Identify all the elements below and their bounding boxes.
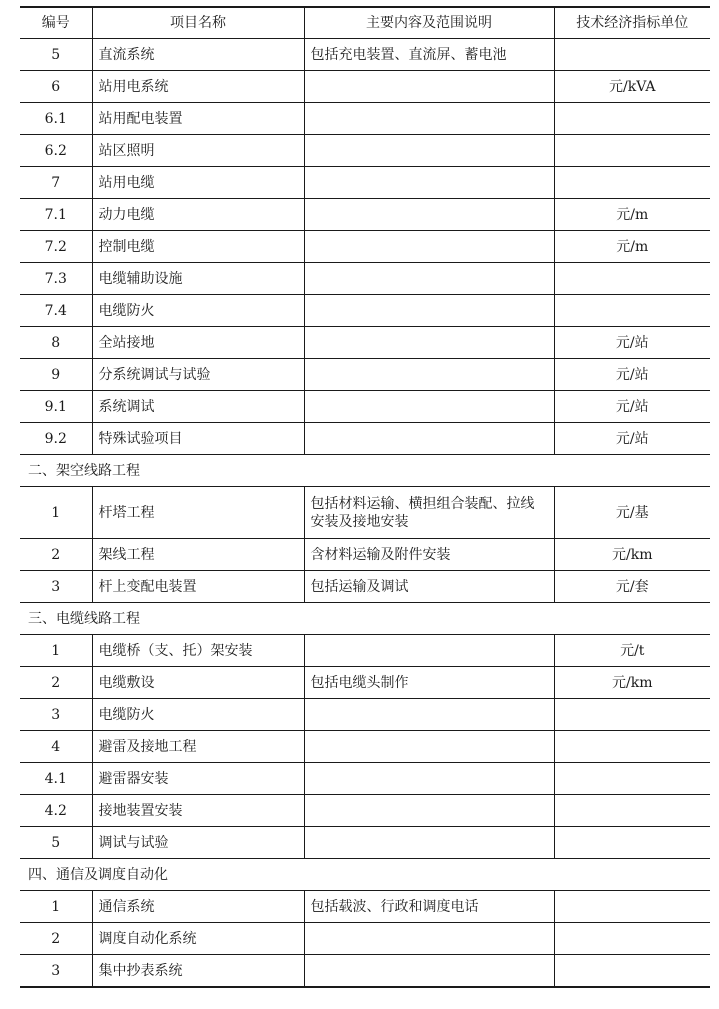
cell-number: 5 [20, 39, 92, 71]
table-row [20, 327, 710, 359]
cell-unit: 元/t [554, 635, 710, 667]
cell-number: 3 [20, 571, 92, 603]
project-items-table [20, 6, 710, 988]
cell-number: 4.1 [20, 763, 92, 795]
table-row [20, 635, 710, 667]
cell-unit: 元/km [554, 539, 710, 571]
cell-item-name: 控制电缆 [92, 231, 304, 263]
table-row [20, 71, 710, 103]
table-row [20, 731, 710, 763]
cell-number: 2 [20, 667, 92, 699]
cell-unit: 元/站 [554, 327, 710, 359]
header-description: 主要内容及范围说明 [304, 7, 554, 39]
cell-unit: 元/kVA [554, 71, 710, 103]
section-title: 四、通信及调度自动化 [20, 859, 710, 891]
cell-description [304, 231, 554, 263]
cell-description [304, 795, 554, 827]
cell-number: 6.2 [20, 135, 92, 167]
cell-unit: 元/基 [554, 487, 710, 539]
cell-unit [554, 39, 710, 71]
cell-item-name: 全站接地 [92, 327, 304, 359]
cell-description [304, 71, 554, 103]
cell-unit [554, 795, 710, 827]
cell-description: 包括载波、行政和调度电话 [304, 891, 554, 923]
cell-item-name: 接地装置安装 [92, 795, 304, 827]
cell-item-name: 电缆敷设 [92, 667, 304, 699]
table-row [20, 891, 710, 923]
table-row [20, 763, 710, 795]
project-table-container [20, 6, 710, 988]
cell-number: 2 [20, 923, 92, 955]
cell-number: 2 [20, 539, 92, 571]
cell-item-name: 架线工程 [92, 539, 304, 571]
cell-description [304, 923, 554, 955]
cell-unit [554, 103, 710, 135]
table-row [20, 571, 710, 603]
cell-item-name: 避雷器安装 [92, 763, 304, 795]
cell-description: 包括电缆头制作 [304, 667, 554, 699]
cell-description: 包括充电装置、直流屏、蓄电池 [304, 39, 554, 71]
cell-description [304, 135, 554, 167]
cell-item-name: 调试与试验 [92, 827, 304, 859]
cell-description [304, 699, 554, 731]
table-row [20, 263, 710, 295]
section-title: 三、电缆线路工程 [20, 603, 710, 635]
cell-number: 6.1 [20, 103, 92, 135]
header-item-name: 项目名称 [92, 7, 304, 39]
cell-description [304, 359, 554, 391]
cell-unit [554, 699, 710, 731]
cell-item-name: 分系统调试与试验 [92, 359, 304, 391]
cell-number: 1 [20, 891, 92, 923]
table-row [20, 539, 710, 571]
cell-description [304, 295, 554, 327]
cell-description [304, 423, 554, 455]
cell-item-name: 杆塔工程 [92, 487, 304, 539]
cell-description [304, 263, 554, 295]
cell-description [304, 103, 554, 135]
cell-number: 1 [20, 487, 92, 539]
cell-item-name: 站用电缆 [92, 167, 304, 199]
cell-item-name: 电缆辅助设施 [92, 263, 304, 295]
section-header-row [20, 859, 710, 891]
cell-item-name: 站用配电装置 [92, 103, 304, 135]
section-header-row [20, 603, 710, 635]
cell-number: 7.4 [20, 295, 92, 327]
cell-unit: 元/m [554, 231, 710, 263]
cell-unit [554, 891, 710, 923]
table-row [20, 795, 710, 827]
cell-item-name: 通信系统 [92, 891, 304, 923]
cell-unit: 元/m [554, 199, 710, 231]
cell-number: 1 [20, 635, 92, 667]
cell-number: 3 [20, 955, 92, 988]
cell-item-name: 电缆桥（支、托）架安装 [92, 635, 304, 667]
cell-number: 9.2 [20, 423, 92, 455]
cell-description: 包括材料运输、横担组合装配、拉线安装及接地安装 [304, 487, 554, 539]
cell-unit [554, 763, 710, 795]
cell-number: 3 [20, 699, 92, 731]
cell-description: 含材料运输及附件安装 [304, 539, 554, 571]
cell-item-name: 站用电系统 [92, 71, 304, 103]
cell-description [304, 635, 554, 667]
table-row [20, 295, 710, 327]
table-row [20, 39, 710, 71]
table-row [20, 423, 710, 455]
cell-number: 7.3 [20, 263, 92, 295]
table-row [20, 827, 710, 859]
cell-description [304, 827, 554, 859]
cell-unit: 元/站 [554, 359, 710, 391]
header-number: 编号 [20, 7, 92, 39]
cell-unit [554, 167, 710, 199]
cell-number: 8 [20, 327, 92, 359]
table-row [20, 667, 710, 699]
table-row [20, 487, 710, 539]
cell-unit [554, 731, 710, 763]
cell-number: 5 [20, 827, 92, 859]
cell-item-name: 避雷及接地工程 [92, 731, 304, 763]
cell-description [304, 763, 554, 795]
cell-item-name: 电缆防火 [92, 295, 304, 327]
cell-number: 7.1 [20, 199, 92, 231]
cell-description: 包括运输及调试 [304, 571, 554, 603]
cell-unit: 元/套 [554, 571, 710, 603]
cell-description [304, 955, 554, 988]
cell-item-name: 调度自动化系统 [92, 923, 304, 955]
table-row [20, 167, 710, 199]
cell-item-name: 站区照明 [92, 135, 304, 167]
header-unit: 技术经济指标单位 [554, 7, 710, 39]
table-body [20, 39, 710, 988]
cell-unit [554, 263, 710, 295]
table-row [20, 955, 710, 988]
table-row [20, 923, 710, 955]
table-row [20, 199, 710, 231]
cell-unit: 元/站 [554, 391, 710, 423]
table-row [20, 103, 710, 135]
cell-item-name: 系统调试 [92, 391, 304, 423]
cell-unit [554, 295, 710, 327]
table-row [20, 391, 710, 423]
table-header [20, 7, 710, 39]
cell-number: 7 [20, 167, 92, 199]
cell-number: 9 [20, 359, 92, 391]
cell-item-name: 杆上变配电装置 [92, 571, 304, 603]
cell-item-name: 集中抄表系统 [92, 955, 304, 988]
cell-description [304, 327, 554, 359]
cell-item-name: 直流系统 [92, 39, 304, 71]
section-header-row [20, 455, 710, 487]
table-row [20, 699, 710, 731]
cell-number: 6 [20, 71, 92, 103]
table-row [20, 359, 710, 391]
section-title: 二、架空线路工程 [20, 455, 710, 487]
cell-description [304, 167, 554, 199]
table-row [20, 135, 710, 167]
cell-unit [554, 135, 710, 167]
cell-unit: 元/km [554, 667, 710, 699]
cell-description [304, 391, 554, 423]
cell-unit [554, 827, 710, 859]
cell-number: 9.1 [20, 391, 92, 423]
cell-description [304, 199, 554, 231]
cell-number: 4.2 [20, 795, 92, 827]
cell-unit [554, 955, 710, 988]
header-row [20, 7, 710, 39]
table-row [20, 231, 710, 263]
cell-number: 7.2 [20, 231, 92, 263]
cell-unit [554, 923, 710, 955]
cell-item-name: 动力电缆 [92, 199, 304, 231]
cell-description [304, 731, 554, 763]
cell-unit: 元/站 [554, 423, 710, 455]
cell-item-name: 电缆防火 [92, 699, 304, 731]
cell-number: 4 [20, 731, 92, 763]
cell-item-name: 特殊试验项目 [92, 423, 304, 455]
